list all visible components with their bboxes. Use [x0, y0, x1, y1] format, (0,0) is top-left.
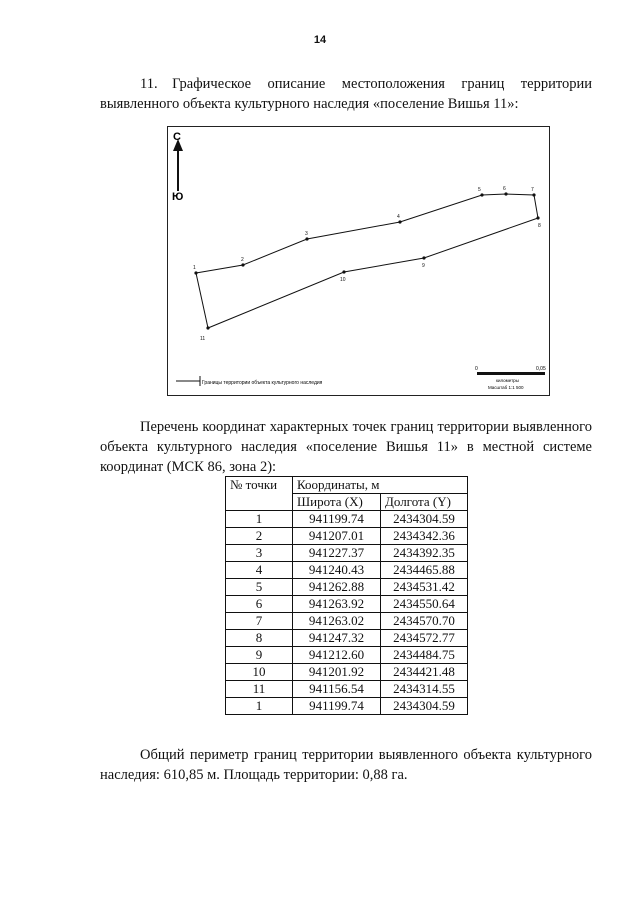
boundary-point — [342, 270, 345, 273]
x-coordinate-cell: 941212.60 — [293, 647, 381, 664]
point-label: 11 — [200, 336, 206, 342]
scale-bar — [475, 366, 546, 390]
scale-end: 0,05 — [536, 366, 546, 372]
scale-start: 0 — [475, 366, 478, 372]
y-coordinate-cell: 2434465.88 — [381, 562, 468, 579]
y-coordinate-cell: 2434484.75 — [381, 647, 468, 664]
point-number-cell: 11 — [226, 681, 293, 698]
section-heading: 11. Графическое описание местоположения границ территории выявленного объекта культурного наследия «поселение Вишья 11»: — [100, 76, 592, 112]
boundary-point — [422, 256, 425, 259]
x-coordinate-cell: 941263.92 — [293, 596, 381, 613]
page-number: 14 — [313, 34, 327, 46]
north-arrow-icon — [173, 139, 183, 191]
boundary-point — [241, 263, 244, 266]
point-number-cell: 7 — [226, 613, 293, 630]
boundary-point — [480, 193, 483, 196]
summary-text: Общий периметр границ территории выявленного объекта культурного наследия: 610,85 м. Площадь территории: 0,88 га. — [100, 747, 592, 783]
x-coordinate-cell: 941156.54 — [293, 681, 381, 698]
north-label: С — [173, 131, 181, 143]
point-column-header: № точки — [226, 477, 293, 511]
boundary-map — [167, 126, 550, 396]
x-coordinate-cell: 941263.02 — [293, 613, 381, 630]
y-coordinate-cell: 2434550.64 — [381, 596, 468, 613]
point-label: 10 — [340, 277, 346, 283]
table-row — [226, 511, 468, 528]
y-coordinate-cell: 2434392.35 — [381, 545, 468, 562]
y-coordinate-cell: 2434304.59 — [381, 511, 468, 528]
point-label: 9 — [422, 263, 425, 269]
table-row — [226, 698, 468, 715]
boundary-point — [398, 220, 401, 223]
y-coordinate-cell: 2434304.59 — [381, 698, 468, 715]
point-number-cell: 2 — [226, 528, 293, 545]
coordinates-table-wrap — [225, 476, 468, 715]
legend-label: Границы территории объекта культурного наследия — [202, 380, 323, 386]
point-label: 1 — [193, 265, 196, 271]
x-coordinate-cell: 941262.88 — [293, 579, 381, 596]
table-row — [226, 647, 468, 664]
y-coordinate-cell: 2434342.36 — [381, 528, 468, 545]
point-label: 7 — [531, 187, 534, 193]
x-coordinate-cell: 941227.37 — [293, 545, 381, 562]
table-row — [226, 545, 468, 562]
table-row — [226, 562, 468, 579]
point-number-cell: 4 — [226, 562, 293, 579]
point-number-cell: 3 — [226, 545, 293, 562]
y-coordinate-cell: 2434570.70 — [381, 613, 468, 630]
scale-ratio: Масштаб 1:1 500 — [488, 385, 524, 390]
boundary-point — [504, 192, 507, 195]
point-number-cell: 8 — [226, 630, 293, 647]
y-coordinate-cell: 2434572.77 — [381, 630, 468, 647]
point-label: 8 — [538, 223, 541, 229]
x-coordinate-cell: 941201.92 — [293, 664, 381, 681]
point-number-cell: 1 — [226, 698, 293, 715]
point-label: 5 — [478, 187, 481, 193]
boundary-point — [194, 271, 197, 274]
table-row — [226, 664, 468, 681]
boundary-point — [536, 216, 539, 219]
boundary-point — [206, 326, 209, 329]
table-row — [226, 681, 468, 698]
boundary-point — [305, 237, 308, 240]
x-coordinate-cell: 941199.74 — [293, 511, 381, 528]
coordinates-table — [225, 476, 468, 715]
x-coordinate-cell: 941247.32 — [293, 630, 381, 647]
point-number-cell: 1 — [226, 511, 293, 528]
point-label: 3 — [305, 231, 308, 237]
point-number-cell: 6 — [226, 596, 293, 613]
point-label: 2 — [241, 257, 244, 263]
scale-unit: километры — [496, 378, 519, 383]
point-label: 4 — [397, 214, 400, 220]
south-label: Ю — [172, 191, 184, 203]
point-label: 6 — [503, 186, 506, 192]
x-column-header: Широта (X) — [293, 494, 381, 511]
y-coordinate-cell: 2434421.48 — [381, 664, 468, 681]
territory-boundary — [196, 194, 538, 328]
table-header-row — [226, 477, 468, 494]
y-column-header: Долгота (Y) — [381, 494, 468, 511]
x-coordinate-cell: 941199.74 — [293, 698, 381, 715]
table-row — [226, 596, 468, 613]
point-number-cell: 9 — [226, 647, 293, 664]
map-legend — [176, 376, 323, 386]
y-coordinate-cell: 2434531.42 — [381, 579, 468, 596]
point-number-cell: 5 — [226, 579, 293, 596]
table-row — [226, 630, 468, 647]
table-row — [226, 579, 468, 596]
x-coordinate-cell: 941207.01 — [293, 528, 381, 545]
x-coordinate-cell: 941240.43 — [293, 562, 381, 579]
point-number-cell: 10 — [226, 664, 293, 681]
coordinates-column-header: Координаты, м — [293, 477, 468, 494]
boundary-point — [532, 193, 535, 196]
table-row — [226, 528, 468, 545]
table-row — [226, 613, 468, 630]
y-coordinate-cell: 2434314.55 — [381, 681, 468, 698]
coordinates-intro: Перечень координат характерных точек границ территории выявленного объекта культурного наследия «поселение Вишья 11» в местной системе координат (МСК 86, зона 2): — [100, 419, 592, 475]
